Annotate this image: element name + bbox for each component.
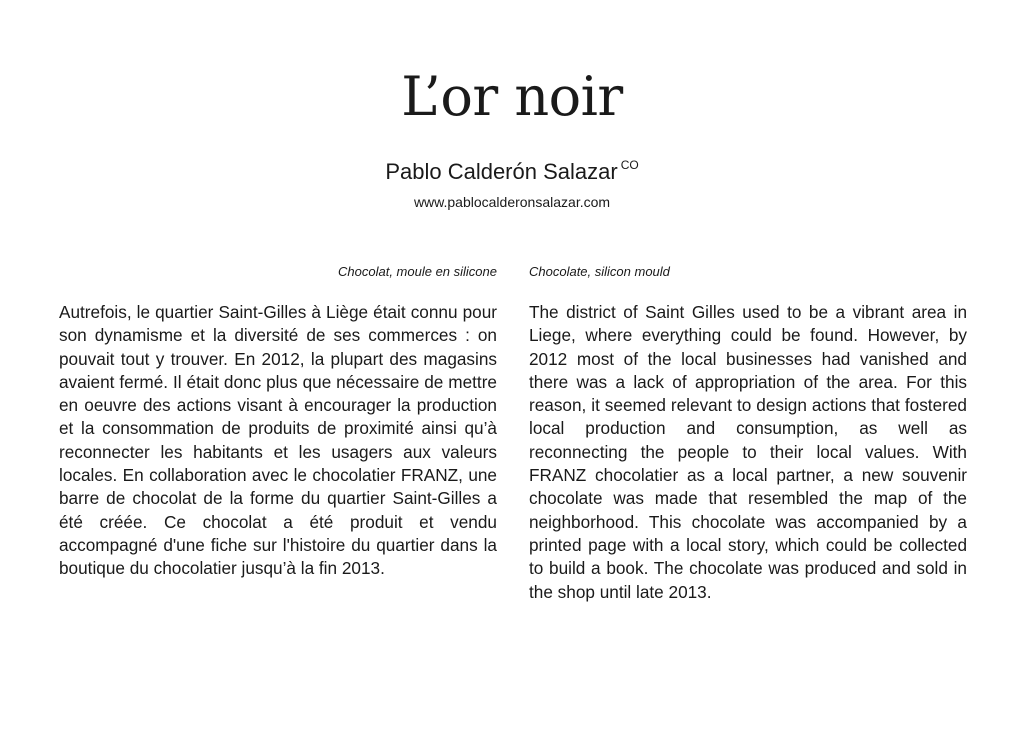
page-title: L’or noir	[401, 65, 623, 128]
body-text-english: The district of Saint Gilles used to be a vibrant area in Liege, where everything could be found. However, by 2012 most of the local businesses had vanished and there was a lack of appropriation of the area. For this reason, it seemed relevant to design actions that fostered local production and consumption, as well as reconnecting the people to their local values. With FRANZ chocolatier as a local partner, a new souvenir chocolate was made that resembled the map of the neighborhood. This chocolate was accompanied by a printed page with a local story, which could be collected to build a book. The chocolate was produced and sold in the shop until late 2013.	[529, 302, 967, 602]
author-website: www.pablocalderonsalazar.com	[413, 194, 611, 210]
author-line	[0, 150, 1024, 187]
body-text-french: Autrefois, le quartier Saint-Gilles à Liège était connu pour son dynamisme et la diversité de ses commerces : on pouvait tout y trouver. En 2012, la plupart des magasins avaient fermé. Il était donc plus que nécessaire de mettre en oeuvre des actions visant à encourager la production et la consommation de produits de proximité ainsi qu’à reconnecter les habitants et les usagers aux valeurs locales. En collaboration avec le chocolatier FRANZ, une barre de chocolat de la forme du quartier Saint-Gilles a été créée. Ce chocolat a été produit et vendu accompagné d'une fiche sur l'histoire du quartier dans la boutique du chocolatier jusqu’à la fin 2013.	[59, 302, 497, 579]
author-name: Pablo Calderón Salazar	[385, 159, 618, 184]
caption-french: Chocolat, moule en silicone	[338, 264, 497, 279]
author-country: CO	[620, 158, 639, 172]
caption-english: Chocolate, silicon mould	[529, 264, 670, 279]
